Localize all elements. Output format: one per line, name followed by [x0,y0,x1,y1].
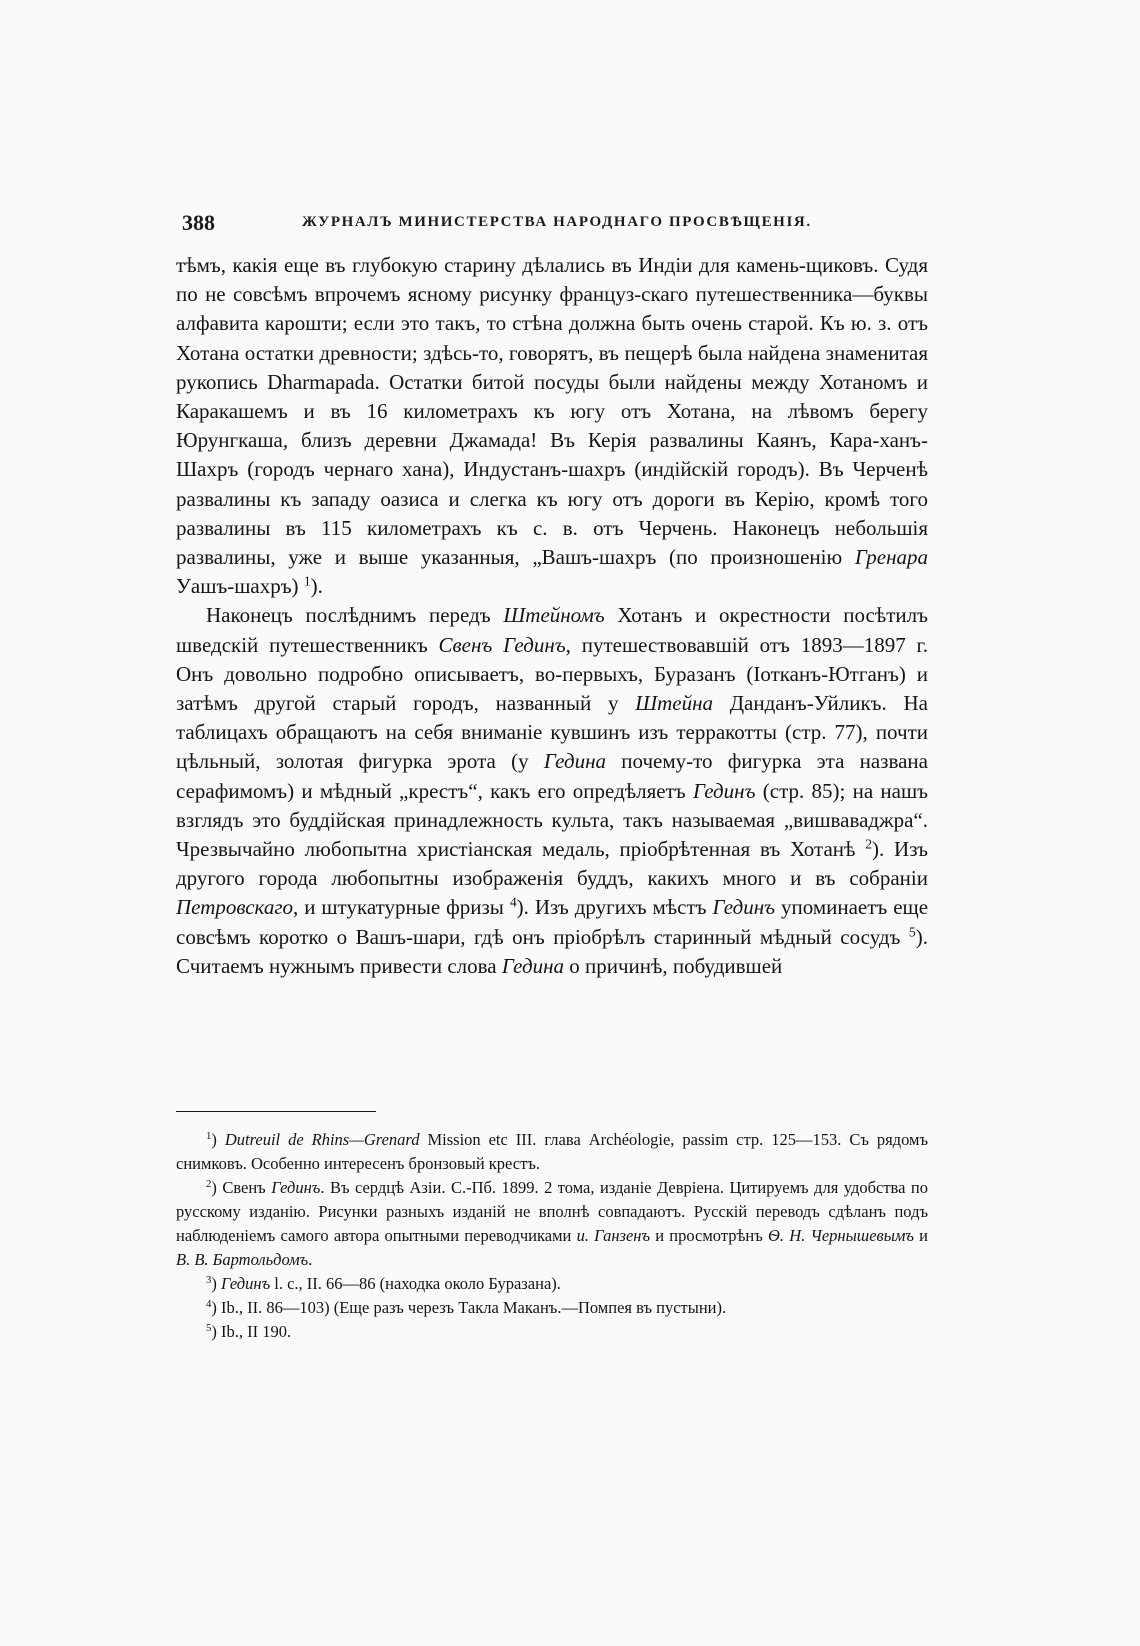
text-run: Данданъ-Уйликъ. На таблицахъ обращаютъ на себя вниманіе кувшинъ изъ терракотты (стр. 77), почти цѣльный, золотая фигурка эрота (у [176,691,928,774]
italic-name: Гедина [501,953,564,978]
footnote-5: $^5$) Ib., II 190. [206,1322,292,1341]
italic-name: и. Ганзенъ [576,1226,651,1245]
text-run: , и штукатурные фризы [293,895,510,920]
italic-name: В. В. Бартольдомъ [176,1250,309,1269]
italic-name: Ѳ. Н. Чернышевымъ [768,1226,914,1245]
italic-name: Гединъ [712,895,776,920]
text-run: ). Считаемъ нужнымъ привести слова [176,924,928,978]
text-run: тѣмъ, какія еще въ глубокую старину дѣлались въ Индіи для камень-щиковъ. Судя по не совсѣмъ впрочемъ ясному рисунку француз-скаго путешественника—буквы алфавита карошти; если это такъ, то стѣна должна быть очень старой. Къ ю. з. отъ Хотана остатки древности; здѣсь-то, говорятъ, въ пещерѣ была найдена знаменитая рукопись Dharmapada. Остатки битой посуды были найдены между Хотаномъ и Каракашемъ и въ 16 километрахъ къ югу отъ Хотана, на лѣвомъ берегу Юрунгкаша, близъ деревни Джамада! Въ Керія развалины Каянъ, Кара-ханъ-Шахръ (городъ чернаго хана), Индустанъ-шахръ (индійскій городъ). Въ Черченѣ развалины къ западу оазиса и слегка къ югу отъ дороги въ Керію, кромѣ того развалины въ 115 километрахъ къ с. в. отъ Черчень. Наконецъ небольшія развалины, уже и выше указанныя, „Вашъ-шахръ (по произношенію [176,253,928,570]
italic-name: Свенъ Гединъ [438,632,566,657]
footnote-ref: 2 [865,836,873,852]
main-text [176,251,928,981]
running-title: ЖУРНАЛЪ МИНИСТЕРСТВА НАРОДНАГО ПРОСВѢЩЕНІЯ. [302,214,812,230]
text-run: о причинѣ, побудившей [564,953,783,978]
text-run: ). Изъ другихъ мѣстъ [516,895,713,920]
italic-name: Штейна [635,691,713,716]
text-run: упоминаетъ еще совсѣмъ коротко о Вашъ-шари, гдѣ онъ пріобрѣлъ старинный мѣдный сосудъ [176,895,929,949]
text-run: , путешествовавшій отъ 1893—1897 г. Онъ довольно подробно описываетъ, во-первыхъ, Буразанъ (Іотканъ-Ютганъ) и затѣмъ другой старый городъ, названный у [176,632,928,716]
text-run: Ib., II. 86—103) (Еще разъ черезъ Такла Маканъ.—Помпея въ пустыни). [220,1298,727,1317]
paragraph-2 [176,601,928,981]
footnote-ref: 1 [303,573,311,589]
text-run: ). [310,574,323,599]
footnote-mark: 5 [206,1322,212,1335]
footnote-mark: 2 [206,1178,212,1191]
text-run: Свенъ [222,1178,272,1197]
text-run: Наконецъ послѣднимъ передъ [206,603,504,628]
text-run: Хотанъ и окрестности посѣтилъ шведскій путешественникъ [176,603,929,657]
footnote-ref: 4 [509,894,517,910]
italic-name: Dutreuil de Rhins—Grenard [224,1130,420,1149]
footnote-2: $^2$) Свенъ Гединъ. Въ сердцѣ Азіи. С.-Пб. 1899. 2 тома, изданіе Девріена. Цитируемъ для удобства по русскому изданію. Рисунки разныхъ изданій не вполнѣ совпадаютъ. Русскій переводъ сдѣланъ подъ наблюденіемъ самого автора опытными переводчиками и. Ганзенъ и просмотрѣнъ Ѳ. Н. Чернышевымъ и В. В. Бартольдомъ. [176,1178,929,1269]
paragraph-1 [176,251,928,601]
text-run: и просмотрѣнъ [650,1226,768,1245]
italic-name: Гединъ [220,1274,271,1293]
footnote-3: $^3$) Гединъ l. c., II. 66—86 (находка около Буразана). [206,1274,561,1293]
text-run: l. c., II. 66—86 (находка около Буразана). [270,1274,561,1293]
footnote-mark: 4 [206,1298,212,1311]
italic-name: Гединъ [271,1178,321,1197]
text-run: . [308,1250,313,1269]
italic-name: Петровскаго [176,895,294,920]
page-header [172,210,928,240]
text-run: (стр. 85); на нашъ взглядъ это буддійская принадлежность культа, такъ называемая „вишваваджра“. Чрезвычайно любопытна христіанская медаль, пріобрѣтенная въ Хотанѣ [176,778,928,862]
text-run: Mission etc III. глава Archéologie, passim стр. 125—153. Съ рядомъ снимковъ. Особенно интересенъ бронзовый крестъ. [176,1130,928,1173]
footnote-mark: 1 [206,1130,212,1143]
italic-name: Гедина [543,749,607,774]
footnotes [176,1128,928,1344]
footnote-4: $^4$) Ib., II. 86—103) (Еще разъ черезъ Такла Маканъ.—Помпея въ пустыни). [206,1298,727,1317]
text-run: и [913,1226,929,1245]
footnote-1: $^1$) Dutreuil de Rhins—Grenard Mission etc III. глава Archéologie, passim стр. 125—153. Съ рядомъ снимковъ. Особенно интересенъ бронзовый крестъ. [176,1130,928,1173]
footnote-mark: 3 [206,1274,212,1287]
text-run: почему-то фигурка эта названа серафимомъ) и мѣдный „крестъ“, какъ его опредѣляетъ [176,749,928,803]
footnote-divider [176,1111,376,1112]
text-run: . Въ сердцѣ Азіи. С.-Пб. 1899. 2 тома, изданіе Девріена. Цитируемъ для удобства по русскому изданію. Рисунки разныхъ изданій не вполнѣ совпадаютъ. Русскій переводъ сдѣланъ подъ наблюденіемъ самого автора опытными переводчиками [176,1178,928,1245]
italic-name: Гренара [854,545,928,570]
italic-name: Гединъ [692,778,756,803]
footnote-ref: 5 [908,924,916,940]
text-run: Уашъ-шахръ) [176,574,304,599]
text-run: ). Изъ другого города любопытны изображенія буддъ, какихъ много и въ собраніи [176,837,928,891]
text-run: Ib., II 190. [220,1322,292,1341]
page-number: 388 [182,210,215,235]
italic-name: Штейномъ [503,603,605,628]
